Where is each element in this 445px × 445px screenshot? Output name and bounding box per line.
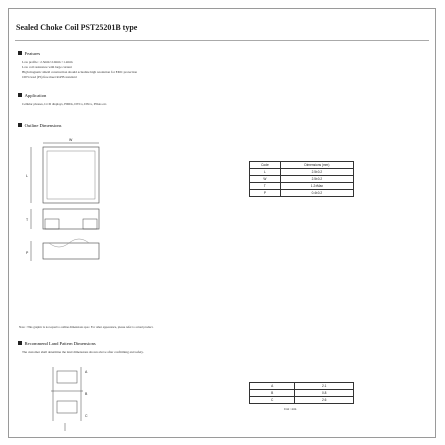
- table-row: [250, 183, 354, 190]
- outline-drawing: [19, 131, 209, 271]
- table-row: [250, 176, 354, 183]
- features-heading-text: Features: [24, 51, 41, 56]
- dim-w-label: W: [69, 138, 73, 142]
- bullet-square-icon: [18, 51, 22, 55]
- table-cell: C: [250, 397, 295, 404]
- table-cell: 2.5±0.2: [280, 169, 353, 176]
- dim-b-label: B: [85, 392, 88, 396]
- features-heading: [18, 51, 40, 56]
- application-heading: [18, 93, 46, 98]
- table-row: [250, 383, 354, 390]
- unit-label: Unit : mm: [284, 407, 297, 411]
- land-pattern-drawing: [23, 361, 133, 433]
- land-dimension-table: [249, 382, 354, 404]
- outline-dimension-table: [249, 161, 354, 197]
- table-cell: W: [250, 176, 281, 183]
- feature-line: Low profile : 2.5mm×2.0mm ×1.2mm: [22, 60, 73, 64]
- dim-a-label: A: [85, 370, 88, 374]
- outline-heading: [18, 123, 61, 128]
- outline-heading-text: Outline Dimensions: [24, 123, 62, 128]
- table-cell: A: [250, 383, 295, 390]
- table-cell: 0.4±0.2: [280, 190, 353, 197]
- land-heading-text: Recommend Land Pattern Dimensions: [24, 341, 96, 346]
- table-cell: 0.8: [295, 390, 354, 397]
- table-header-cell: Dimensions (mm): [280, 162, 353, 169]
- table-cell: 2.1: [295, 383, 354, 390]
- table-cell: 2.6: [295, 397, 354, 404]
- table-row: [250, 169, 354, 176]
- bullet-square-icon: [18, 123, 22, 127]
- application-line: Cellular phones, LCD displays, HDDs, DVCs, DSCs, PDAs etc.: [22, 102, 107, 106]
- feature-line: Low coil resistance with large current: [22, 65, 72, 69]
- table-cell: T: [250, 183, 281, 190]
- application-heading-text: Application: [24, 93, 47, 98]
- feature-line: High magnetic shield construction should actualize high resolution for EMC protection: [22, 70, 137, 74]
- page-title: Sealed Choke Coil PST25201B type: [16, 23, 138, 32]
- table-row: [250, 397, 354, 404]
- feature-line: 100% lead (Pb) free meet RoHS standard: [22, 75, 77, 79]
- dim-l-label: L: [26, 174, 28, 178]
- table-cell: P: [250, 190, 281, 197]
- bullet-square-icon: [18, 93, 22, 97]
- land-heading: [18, 341, 96, 346]
- dim-p-label: P: [26, 251, 29, 255]
- table-cell: L: [250, 169, 281, 176]
- table-header-cell: Code: [250, 162, 281, 169]
- table-header-row: [250, 162, 354, 169]
- bullet-square-icon: [18, 341, 22, 345]
- title-divider: [15, 40, 429, 41]
- table-cell: B: [250, 390, 295, 397]
- land-line: The customer shall determine the land dimensions shown above after confirming and safety.: [22, 350, 144, 354]
- note-text: Note : This graphic is not equal to outline dimensions spec. For other appearance, please refer to actual product.: [19, 325, 154, 329]
- dim-c-label: C: [85, 414, 88, 418]
- datasheet-page: [8, 8, 436, 438]
- table-cell: 2.5±0.2: [280, 176, 353, 183]
- table-cell: 1.2±Max: [280, 183, 353, 190]
- table-row: [250, 390, 354, 397]
- table-row: [250, 190, 354, 197]
- dim-t-label: T: [26, 218, 29, 222]
